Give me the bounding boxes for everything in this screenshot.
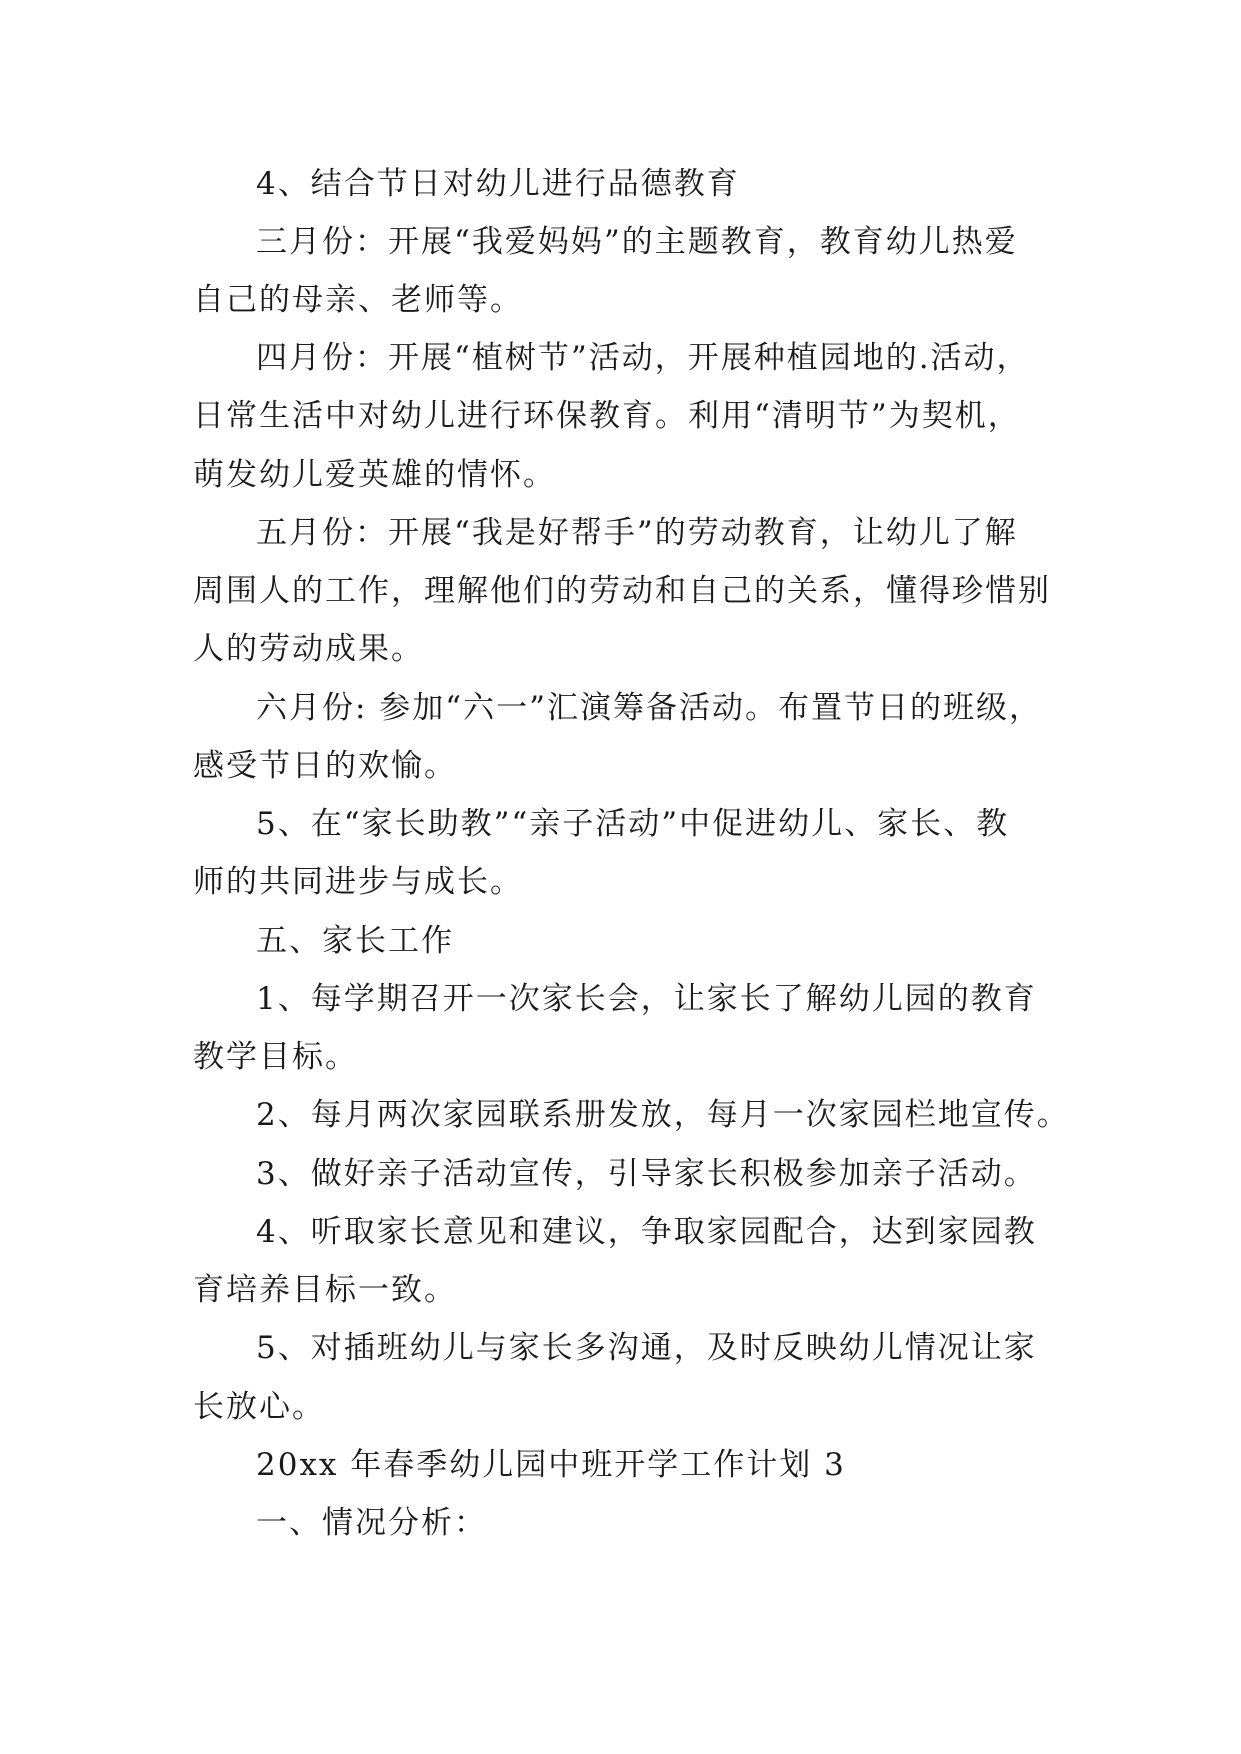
paragraph-line: 育培养目标一致。: [193, 1272, 457, 1308]
paragraph-line: 长放心。: [193, 1389, 325, 1425]
paragraph-line: 4、结合节日对幼儿进行品德教育: [256, 166, 740, 202]
paragraph-line: 感受节日的欢愉。: [193, 748, 457, 784]
paragraph-line: 2、每月两次家园联系册发放，每月一次家园栏地宣传。: [256, 1097, 1070, 1133]
paragraph-line: 四月份：开展“植树节”活动，开展种植园地的.活动，: [256, 340, 1030, 376]
paragraph-line: 3、做好亲子活动宣传，引导家长积极参加亲子活动。: [256, 1156, 1037, 1192]
paragraph-line: 人的劳动成果。: [193, 631, 424, 667]
paragraph-line: 5、对插班幼儿与家长多沟通，及时反映幼儿情况让家: [256, 1330, 1037, 1366]
paragraph-line: 周围人的工作，理解他们的劳动和自己的关系，懂得珍惜别: [193, 573, 1051, 609]
document-title: 20xx 年春季幼儿园中班开学工作计划 3: [256, 1447, 846, 1483]
paragraph-line: 日常生活中对幼儿进行环保教育。利用“清明节”为契机，: [193, 398, 1021, 434]
section-heading: 五、家长工作: [256, 923, 454, 959]
paragraph-line: 萌发幼儿爱英雄的情怀。: [193, 457, 556, 493]
paragraph-line: 五月份：开展“我是好帮手”的劳动教育，让幼儿了解: [256, 515, 1018, 551]
paragraph-line: 4、听取家长意见和建议，争取家园配合，达到家园教: [256, 1214, 1037, 1250]
paragraph-line: 自己的母亲、老师等。: [193, 282, 523, 318]
paragraph-line: 师的共同进步与成长。: [193, 864, 523, 900]
paragraph-line: 六月份: 参加“六一”汇演筹备活动。布置节日的班级，: [256, 690, 1042, 726]
paragraph-line: 教学目标。: [193, 1039, 358, 1075]
paragraph-line: 三月份：开展“我爱妈妈”的主题教育，教育幼儿热爱: [256, 224, 1018, 260]
paragraph-line: 1、每学期召开一次家长会，让家长了解幼儿园的教育: [256, 981, 1037, 1017]
section-heading: 一、情况分析：: [256, 1505, 487, 1541]
paragraph-line: 5、在“家长助教”“亲子活动”中促进幼儿、家长、教: [256, 806, 1010, 842]
